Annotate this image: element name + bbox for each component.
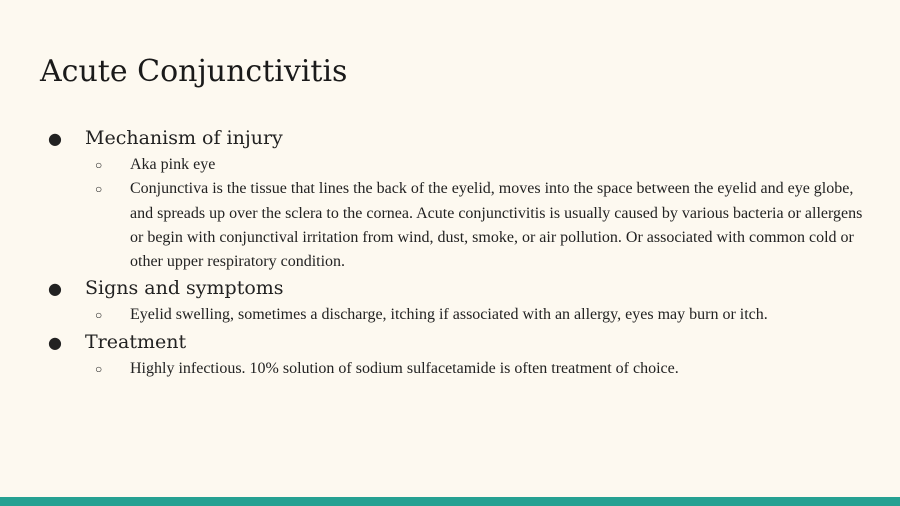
filled-bullet-icon: ● [48,332,62,352]
hollow-bullet-icon: ○ [95,182,103,197]
list-item-text: Highly infectious. 10% solution of sodium sulfacetamide is often treatment of choice. [130,359,679,377]
slide-title: Acute Conjunctivitis [40,54,348,89]
section-heading-label: Mechanism of injury [85,127,283,149]
list-item [0,153,900,177]
list-item-text: Eyelid swelling, sometimes a discharge, itching if associated with an allergy, eyes may burn or itch. [130,306,768,324]
slide-content [0,124,900,381]
list-item [0,177,900,274]
section-heading-label: Treatment [85,330,187,353]
section-heading-mechanism [0,124,900,153]
hollow-bullet-icon: ○ [95,158,103,172]
section-heading-treatment [0,328,900,357]
hollow-bullet-icon: ○ [95,361,103,376]
footer-accent-bar [0,497,900,506]
filled-bullet-icon: ● [48,279,62,299]
hollow-bullet-icon: ○ [95,308,103,323]
section-heading-signs [0,274,900,303]
list-item-text: Conjunctiva is the tissue that lines the back of the eyelid, moves into the space between the eyelid and eye globe, and spreads up over the sclera to the cornea. Acute conjunctivitis is usually caused by various bacteria or allergens or begin with conjunctival irritation from wind, dust, smoke, or air pollution. Or associated with common cold or other upper respiratory condition. [130,180,863,271]
list-item-text: Aka pink eye [130,156,216,173]
section-heading-label: Signs and symptoms [85,277,284,300]
filled-bullet-icon: ● [48,129,62,148]
list-item [0,357,900,381]
list-item [0,303,900,327]
